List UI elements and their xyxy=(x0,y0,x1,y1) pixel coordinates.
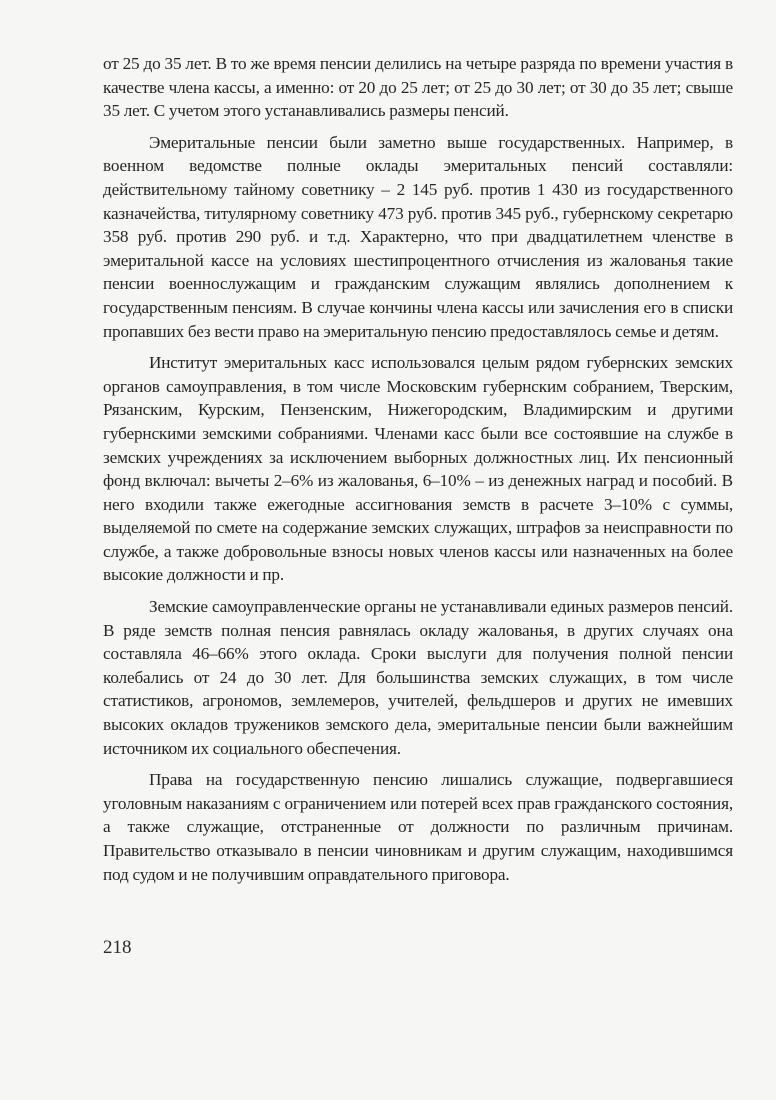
paragraph-zemstvo-pension-sizes: Земские самоуправленческие органы не устанавливали единых размеров пенсий. В ряде земств полная пенсия равнялась окладу жалованья, в других случаях она составляла 46–66% этого оклада. Сроки выслуги для получения полной пенсии колебались от 24 до 30 лет. Для большинства земских служащих, в том числе статистиков, агрономов, землемеров, учителей, фельдшеров и других не имевших высоких окладов тружеников земского дела, эмеритальные пенсии были важнейшим источником их социального обеспечения. xyxy=(103,597,733,758)
paragraph-emeritus-pensions: Эмеритальные пенсии были заметно выше государственных. Например, в военном ведомстве полные оклады эмеритальных пенсий составляли: действительному тайному советнику – 2 145 руб. против 1 430 из государственного казначейства, титулярному советнику 473 руб. против 345 руб., губернскому секретарю 358 руб. против 290 руб. и т.д. Характерно, что при двадцатилетнем членстве в эмеритальной кассе на условиях шестипроцентного отчисления из жалованья такие пенсии военнослужащим и гражданским служащим являлись дополнением к государственным пенсиям. В случае кончины члена кассы или зачисления его в списки пропавших без вести право на эмеритальную пенсию предоставлялось семье и детям. xyxy=(103,132,733,341)
page-text xyxy=(103,52,733,894)
paragraph-pension-deprivation: Права на государственную пенсию лишались служащие, подвергавшиеся уголовным наказаниям с ограничением или потерей всех прав гражданского состояния, а также служащие, отстраненные от должности по различным причинам. Правительство отказывало в пенсии чиновникам и другим служащим, находившимся под судом и не получившим оправдательного приговора. xyxy=(103,770,733,884)
paragraph-continuation: от 25 до 35 лет. В то же время пенсии делились на четыре разряда по времени участия в качестве члена кассы, а именно: от 20 до 25 лет; от 25 до 30 лет; от 30 до 35 лет; свыше 35 лет. С учетом этого устанавливались размеры пенсий. xyxy=(103,54,733,121)
paragraph-zemstvo-funds: Институт эмеритальных касс использовался целым рядом губернских земских органов самоуправления, в том числе Московским губернским собранием, Тверским, Рязанским, Курским, Пензенским, Нижегородским, Владимирским и другими губернскими земскими собраниями. Членами касс были все состоявшие на службе в земских учреждениях за исключением выборных должностных лиц. Их пенсионный фонд включал: вычеты 2–6% из жалованья, 6–10% – из денежных наград и пособий. В него входили также ежегодные ассигнования земств в расчете 3–10% с суммы, выделяемой по смете на содержание земских служащих, штрафов за неисправности по службе, а также добровольные взносы новых членов кассы или назначенных на более высокие должности и пр. xyxy=(103,353,733,585)
page-number: 218 xyxy=(103,937,132,958)
